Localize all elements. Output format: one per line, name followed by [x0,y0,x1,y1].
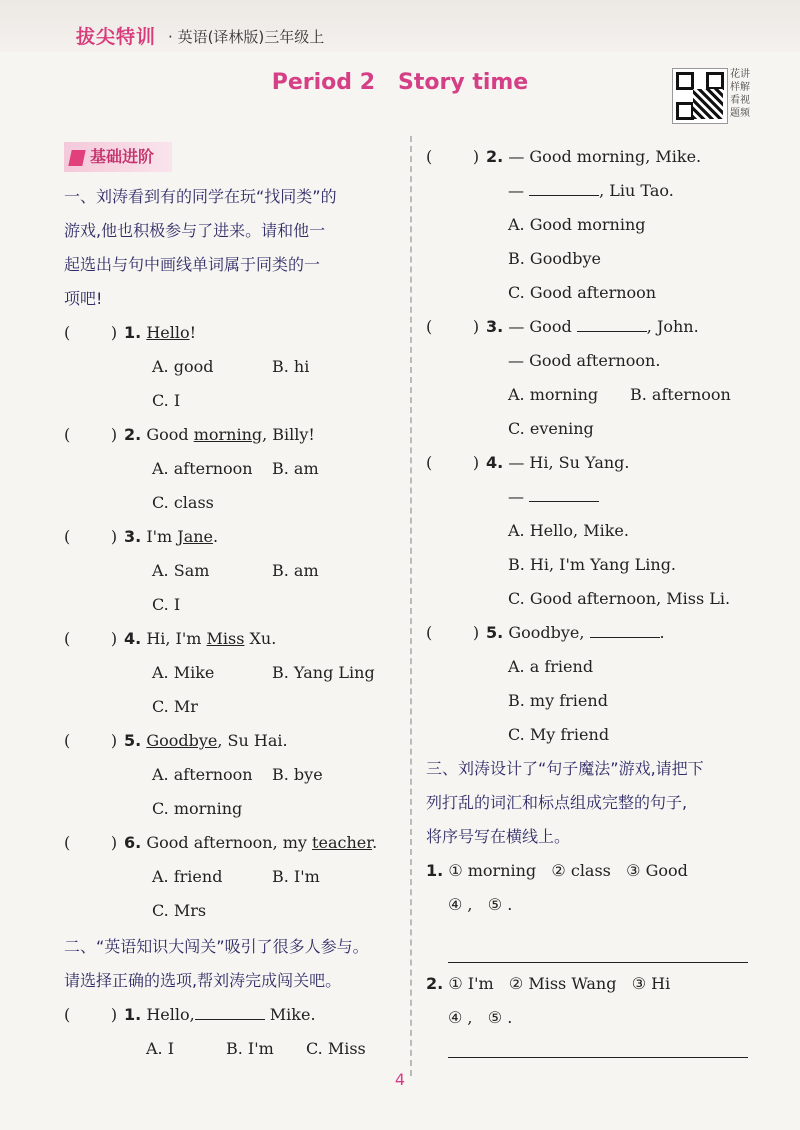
question-s2-1: ( ) 1. Hello, Mike. [64,998,404,1032]
answer-paren[interactable]: ( ) [64,323,118,342]
question-s1-3: ( ) 3. I'm Jane. [64,520,404,554]
option: A. friend [152,867,223,886]
qr-caption: 花讲 样解 看视 题频 [730,69,750,119]
answer-paren[interactable]: ( ) [426,623,480,642]
brand-logo: 拔尖特训 [76,26,157,48]
section-heading: 基础进阶 [64,142,172,172]
option: C. morning [152,799,243,818]
options-s2-1: A. I B. I'm C. Miss [146,1039,366,1058]
dialogue-line: — , Liu Tao. [426,174,766,208]
option: B. bye [272,765,323,784]
option: C. I [152,595,181,614]
option: B. hi [272,357,310,376]
underlined-word: Jane [177,527,214,546]
option: C. Mrs [152,901,207,920]
option: C. Good afternoon, Miss Li. [508,589,731,608]
question-s2-4: ( ) 4. — Hi, Su Yang. [426,446,766,480]
question-s2-3: ( ) 3. — Good , John. [426,310,766,344]
dialogue-line: — Good afternoon. [508,351,661,370]
question-s3-1: 1. ① morning ② class ③ Good [426,861,688,880]
option: C. Mr [152,697,198,716]
answer-paren[interactable]: ( ) [426,317,480,336]
answer-blank[interactable] [529,483,599,502]
section3-instruction: 三、刘涛设计了“句子魔法”游戏,请把下 列打乱的词汇和标点组成完整的句子, 将序号写在横线上。 [426,759,704,846]
options-row [64,758,404,792]
answer-blank[interactable] [195,1001,265,1020]
option: A. Sam [152,561,210,580]
question-s1-2: ( ) 2. Good morning, Billy! [64,418,404,452]
dialogue-line: — [426,480,766,514]
answer-blank[interactable] [577,313,647,332]
option: B. I'm [272,867,320,886]
page-title: Period 2 Story time [271,70,529,95]
option: B. my friend [508,691,608,710]
question-s1-6: ( ) 6. Good afternoon, my teacher. [64,826,404,860]
answer-line[interactable] [448,1035,748,1058]
underlined-word: teacher [312,833,373,852]
option: B. am [272,561,319,580]
answer-blank[interactable] [590,619,660,638]
question-s2-2: ( ) 2. — Good morning, Mike. [426,140,766,174]
option: C. class [152,493,214,512]
word-options: ④ , ⑤ . [448,895,513,914]
answer-line[interactable] [448,922,748,963]
option: A. afternoon [152,765,253,784]
options-row: A. morning B. afternoon [508,385,731,404]
section1-questions [64,316,404,928]
option: A. Mike [152,663,215,682]
options-row [64,656,404,690]
option: B. Yang Ling [272,663,375,682]
flag-icon [68,150,85,166]
options-row [64,554,404,588]
option: C. I [152,391,181,410]
book-subtitle: · 英语(译林版)三年级上 [168,28,325,46]
answer-paren[interactable]: ( ) [64,731,118,750]
options-row [64,452,404,486]
answer-blank[interactable] [529,177,599,196]
answer-paren[interactable]: ( ) [64,425,118,444]
underlined-word: Miss [206,629,245,648]
underlined-word: Hello [146,323,190,342]
left-column [64,140,404,1066]
option: C. My friend [508,725,610,744]
answer-paren[interactable]: ( ) [426,147,480,166]
qr-code-icon[interactable] [672,68,728,124]
section1-instruction: 一、刘涛看到有的同学在玩“找同类”的 游戏,他也积极参与了进来。请和他一 起选出与句中画线单词属于同类的一 项吧! [64,187,337,308]
word-options: ④ , ⑤ . [448,1008,513,1027]
option: C. evening [508,419,594,438]
question-s1-5: ( ) 5. Goodbye, Su Hai. [64,724,404,758]
option: C. Good afternoon [508,283,657,302]
option: A. Good morning [508,215,646,234]
option: A. Hello, Mike. [508,521,629,540]
question-s3-2: 2. ① I'm ② Miss Wang ③ Hi [426,974,671,993]
answer-paren[interactable]: ( ) [64,527,118,546]
answer-paren[interactable]: ( ) [64,629,118,648]
option: B. am [272,459,319,478]
option: B. Goodbye [508,249,601,268]
answer-paren[interactable]: ( ) [64,833,118,852]
options-row [64,350,404,384]
answer-paren[interactable]: ( ) [64,1005,118,1024]
answer-paren[interactable]: ( ) [426,453,480,472]
underlined-word: morning [193,425,263,444]
right-column [426,140,766,1058]
column-divider [410,136,412,1076]
question-s2-5: ( ) 5. Goodbye, . [426,616,766,650]
question-s1-4: ( ) 4. Hi, I'm Miss Xu. [64,622,404,656]
option: A. good [152,357,214,376]
options-row [64,860,404,894]
option: A. afternoon [152,459,253,478]
option: B. Hi, I'm Yang Ling. [508,555,677,574]
option: A. a friend [508,657,594,676]
underlined-word: Goodbye [146,731,218,750]
section2-instruction: 二、“英语知识大闯关”吸引了很多人参与。 请选择正确的选项,帮刘涛完成闯关吧。 [64,937,369,990]
page-number: 4 [394,1070,406,1089]
question-s1-1: ( ) 1. Hello! [64,316,404,350]
